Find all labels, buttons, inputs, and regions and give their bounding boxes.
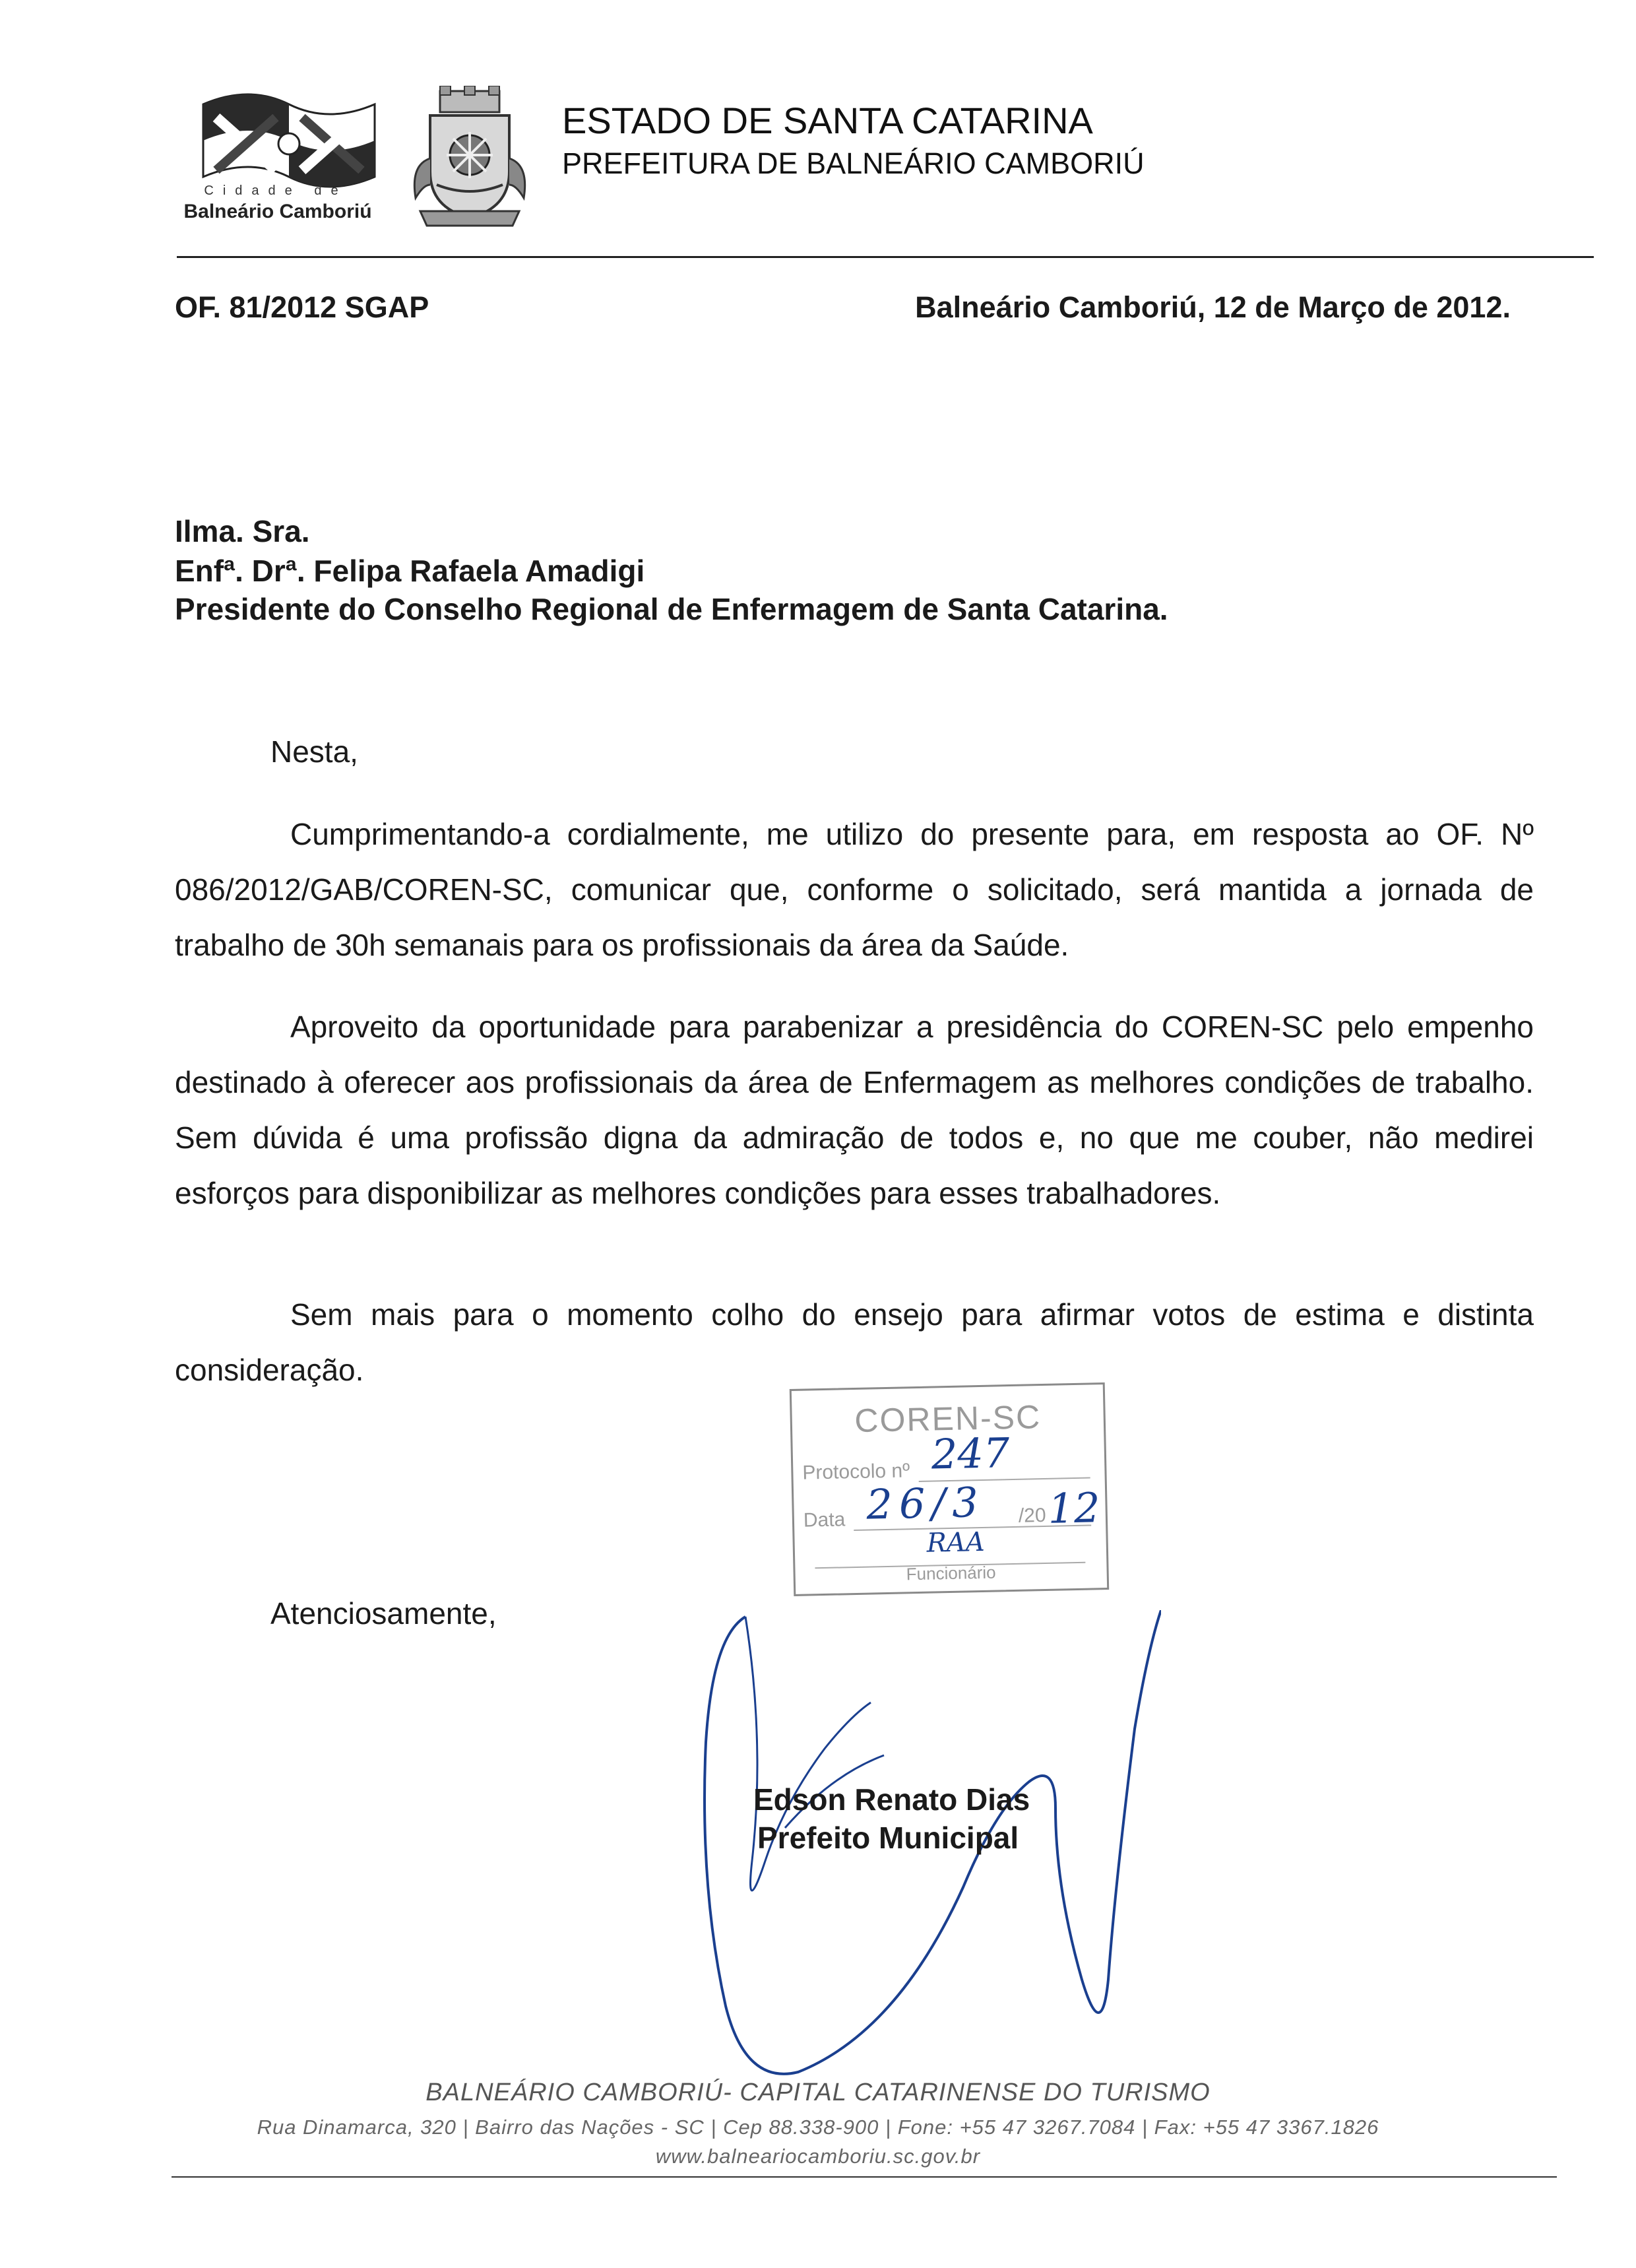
- footer-address: Rua Dinamarca, 320 | Bairro das Nações - SC | Cep 88.338-900 | Fone: +55 47 3267.7084 | Fax: +55 47 3367.1826: [257, 2116, 1379, 2139]
- stamp-staff-label: Funcionário: [906, 1562, 996, 1584]
- body-paragraph: Cumprimentando-a cordialmente, me utilizo do presente para, em resposta ao OF. Nº 086/2012/GAB/COREN-SC, comunicar que, conforme o solicitado, será mantida a jornada de trabalho de 30h semanais para os profissionais da área da Saúde.: [175, 817, 1534, 962]
- addressee-line: Enfª. Drª. Felipa Rafaela Amadigi: [175, 554, 645, 588]
- stamp-protocol-label: Protocolo nº: [802, 1460, 910, 1484]
- body-paragraph: Aproveito da oportunidade para parabenizar a presidência do COREN-SC pelo empenho destinado à oferecer aos profissionais da área de Enfermagem as melhores condições de trabalho. Sem dúvida é uma profissão digna da admiração de todos e, no que me couber, não medirei esforços para disponibilizar as melhores condições para esses trabalhadores.: [175, 1010, 1534, 1210]
- stamp-year-prefix: /20: [1018, 1504, 1046, 1527]
- signer-role: Prefeito Municipal: [757, 1821, 1019, 1855]
- office-reference: OF. 81/2012 SGAP: [175, 290, 429, 324]
- protocol-stamp: [790, 1382, 1109, 1596]
- closing: Atenciosamente,: [270, 1596, 497, 1631]
- header-divider: [177, 256, 1594, 258]
- footer-divider: [172, 2176, 1557, 2178]
- footer-motto: BALNEÁRIO CAMBORIÚ- CAPITAL CATARINENSE DO TURISMO: [425, 2079, 1211, 2106]
- letter-date: Balneário Camboriú, 12 de Março de 2012.: [915, 290, 1511, 324]
- coat-of-arms-icon: [404, 86, 536, 231]
- stamp-date-label: Data: [803, 1508, 846, 1532]
- stamp-date-value: 26/3: [865, 1477, 986, 1529]
- footer-website: www.balneariocamboriu.sc.gov.br: [655, 2145, 981, 2168]
- stamp-year-value: 12: [1047, 1483, 1101, 1533]
- logo-caption: Balneário Camboriú: [183, 201, 372, 222]
- salutation: Nesta,: [270, 734, 358, 769]
- addressee-line: Ilma. Sra.: [175, 514, 310, 548]
- signer-name: Edson Renato Dias: [753, 1782, 1030, 1817]
- stamp-initials: RAA: [926, 1526, 986, 1559]
- prefecture-title: PREFEITURA DE BALNEÁRIO CAMBORIÚ: [562, 146, 1145, 180]
- body-paragraph: Sem mais para o momento colho do ensejo para afirmar votos de estima e distinta consideração.: [175, 1297, 1534, 1387]
- state-title: ESTADO DE SANTA CATARINA: [562, 100, 1093, 141]
- stamp-title: COREN-SC: [854, 1398, 1042, 1439]
- logo-caption-top: Cidade de: [204, 183, 348, 198]
- addressee-line: Presidente do Conselho Regional de Enfermagem de Santa Catarina.: [175, 592, 1168, 626]
- stamp-protocol-number: 247: [931, 1429, 1010, 1479]
